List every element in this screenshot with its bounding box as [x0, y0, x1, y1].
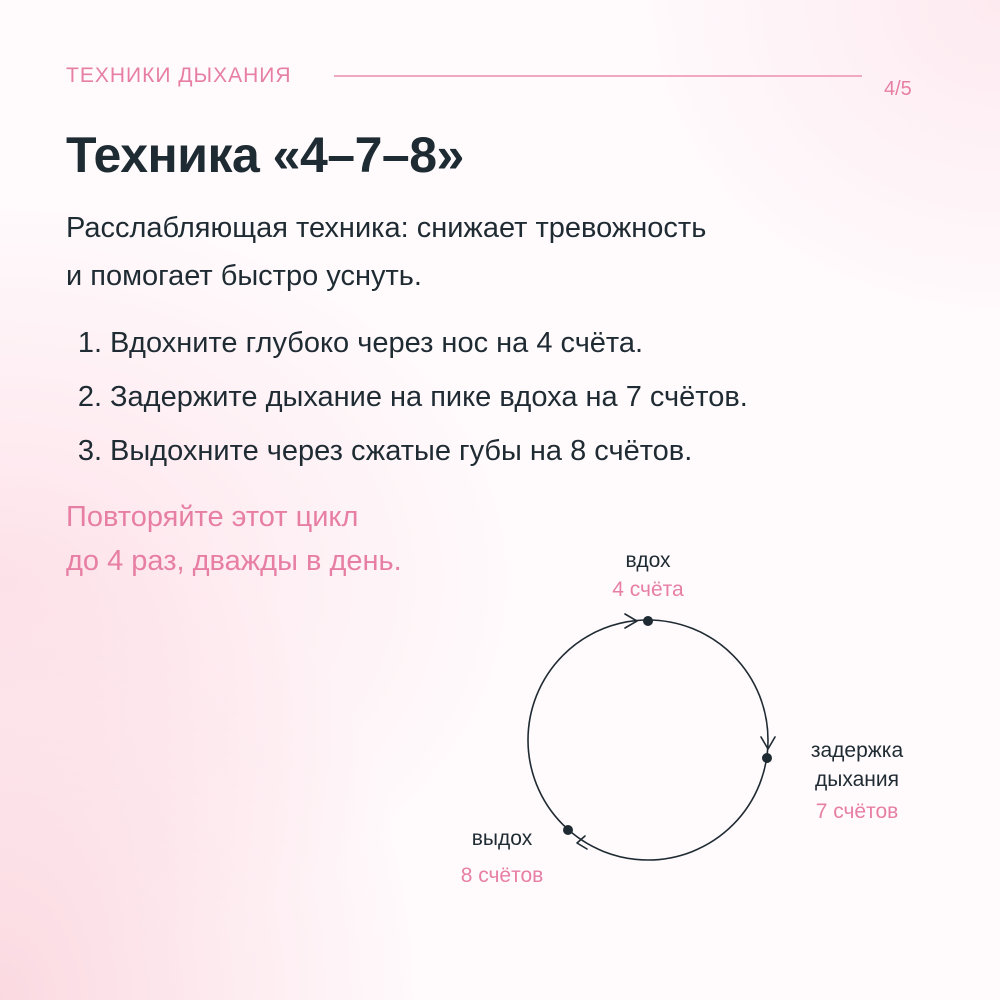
- cycle-circle: [528, 620, 768, 860]
- repeat-note-line-2: до 4 раз, дважды в день.: [66, 545, 402, 577]
- inhale-label: вдох: [625, 549, 671, 572]
- exhale-label: выдох: [471, 827, 533, 850]
- hold-count: 7 счётов: [815, 800, 899, 823]
- intro-line-1: Расслабляющая техника: снижает тревожность: [66, 212, 707, 244]
- intro-line-2: и помогает быстро уснуть.: [66, 260, 422, 292]
- step-item-3: [66, 424, 926, 478]
- step-text: Выдохните через сжатые губы на 8 счётов.: [110, 435, 693, 467]
- header-divider: [334, 75, 862, 77]
- step-text: Задержите дыхание на пике вдоха на 7 счётов.: [110, 381, 748, 413]
- step-item-1: [66, 316, 926, 370]
- exhale-dot: [563, 825, 573, 835]
- hold-label-line-2: дыхания: [815, 768, 899, 791]
- step-number: 1.: [77, 327, 102, 359]
- repeat-note: [66, 495, 402, 583]
- inhale-dot: [643, 616, 653, 626]
- steps-list: [66, 316, 926, 478]
- step-item-2: [66, 370, 926, 424]
- step-number: 2.: [77, 381, 102, 413]
- step-text: Вдохните глубоко через нос на 4 счёта.: [110, 327, 644, 359]
- page-title: Техника «4–7–8»: [66, 127, 464, 183]
- intro-text: [66, 204, 886, 300]
- exhale-count: 8 счётов: [460, 864, 544, 887]
- hold-dot: [762, 753, 772, 763]
- page-counter: 4/5: [884, 78, 912, 100]
- step-number: 3.: [77, 435, 102, 467]
- inhale-count: 4 счёта: [612, 578, 684, 601]
- repeat-note-line-1: Повторяйте этот цикл: [66, 501, 359, 533]
- section-label: ТЕХНИКИ ДЫХАНИЯ: [66, 64, 292, 87]
- hold-label-line-1: задержка: [810, 739, 904, 762]
